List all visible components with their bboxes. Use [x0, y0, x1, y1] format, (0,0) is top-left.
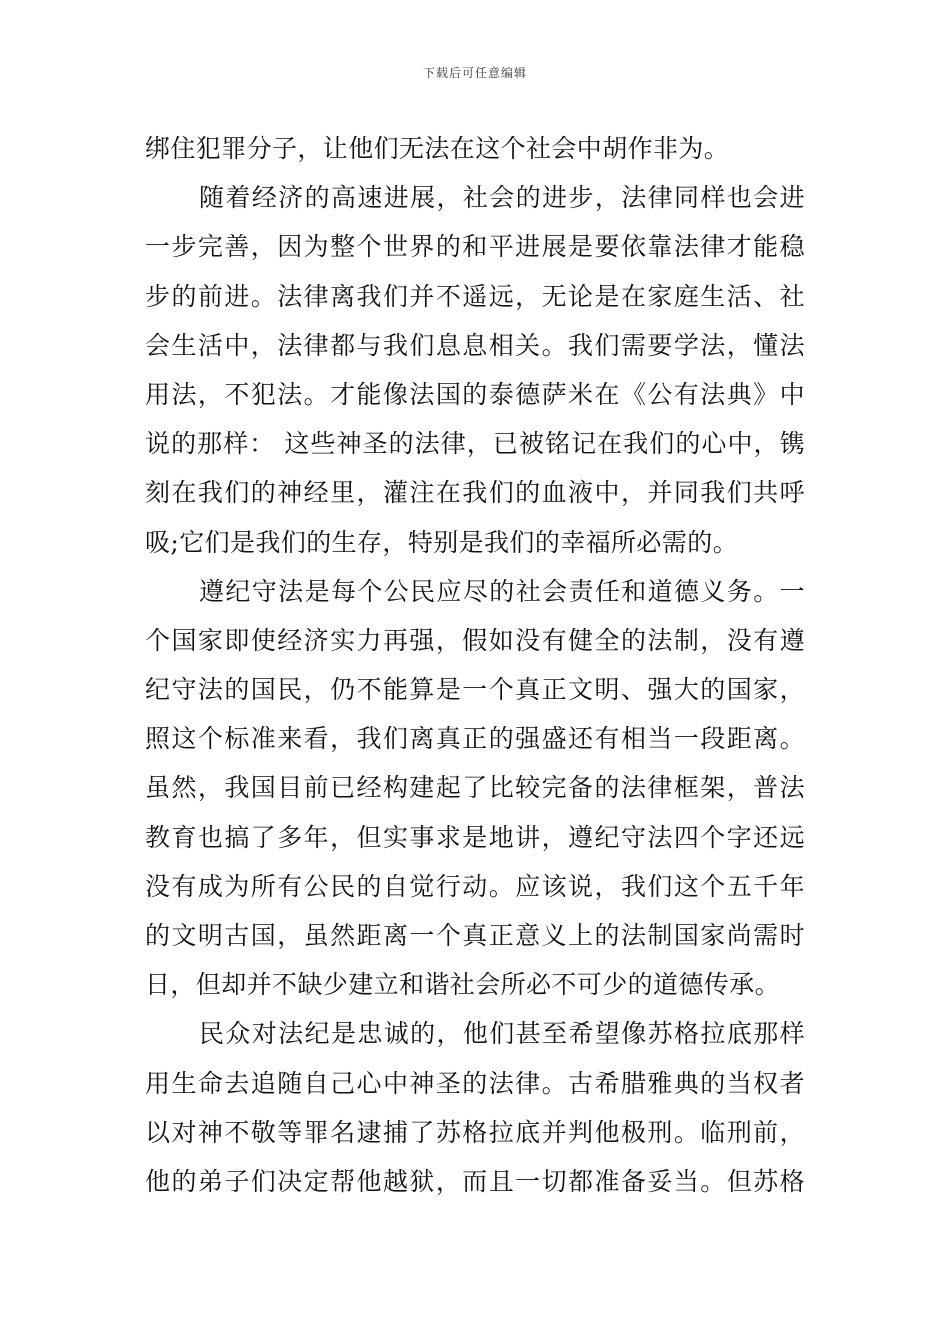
text-line: 吸;它们是我们的生存，特别是我们的幸福所必需的。 [145, 527, 739, 557]
text-line: 的文明古国，虽然距离一个真正意义上的法制国家尚需时 [145, 921, 805, 950]
text-line: 教育也搞了多年，但实事求是地讲，遵纪守法四个字还远 [145, 822, 805, 852]
text-line: 绑住犯罪分子，让他们无法在这个社会中胡作非为。 [145, 134, 730, 163]
page-header-note: 下载后可任意编辑 [422, 66, 527, 80]
text-line: 刻在我们的神经里，灌注在我们的血液中，并同我们共呼 [145, 478, 805, 508]
document-body [145, 124, 805, 1206]
paragraph-first-line: 民众对法纪是忠诚的，他们甚至希望像苏格拉底那样 [199, 1019, 805, 1049]
text-line: 说的那样： 这些神圣的法律，已被铭记在我们的心中，镌 [145, 429, 805, 459]
text-line: 个国家即使经济实力再强，假如没有健全的法制，没有遵 [145, 625, 805, 655]
text-line: 照这个标准来看，我们离真正的强盛还有相当一段距离。 [145, 724, 805, 754]
text-line: 日，但却并不缺少建立和谐社会所必不可少的道德传承。 [145, 970, 781, 1000]
paragraph-first-line: 随着经济的高速进展，社会的进步，法律同样也会进 [199, 183, 805, 213]
text-line: 步的前进。法律离我们并不遥远，无论是在家庭生活、社 [145, 281, 805, 311]
text-line: 用法，不犯法。才能像法国的泰德萨米在《公有法典》中 [145, 379, 805, 409]
text-line: 会生活中，法律都与我们息息相关。我们需要学法，懂法 [145, 330, 805, 360]
text-line: 用生命去追随自己心中神圣的法律。古希腊雅典的当权者 [145, 1068, 805, 1098]
paragraph-first-line: 遵纪守法是每个公民应尽的社会责任和道德义务。一 [199, 576, 805, 606]
text-line: 虽然，我国目前已经构建起了比较完备的法律框架，普法 [145, 773, 805, 803]
text-line: 一步完善，因为整个世界的和平进展是要依靠法律才能稳 [145, 232, 805, 262]
text-line: 没有成为所有公民的自觉行动。应该说，我们这个五千年 [145, 871, 805, 901]
text-line: 他的弟子们决定帮他越狱，而且一切都准备妥当。但苏格 [145, 1166, 805, 1196]
text-line: 纪守法的国民，仍不能算是一个真正文明、强大的国家， [145, 675, 805, 705]
text-line: 以对神不敬等罪名逮捕了苏格拉底并判他极刑。临刑前， [145, 1117, 805, 1147]
